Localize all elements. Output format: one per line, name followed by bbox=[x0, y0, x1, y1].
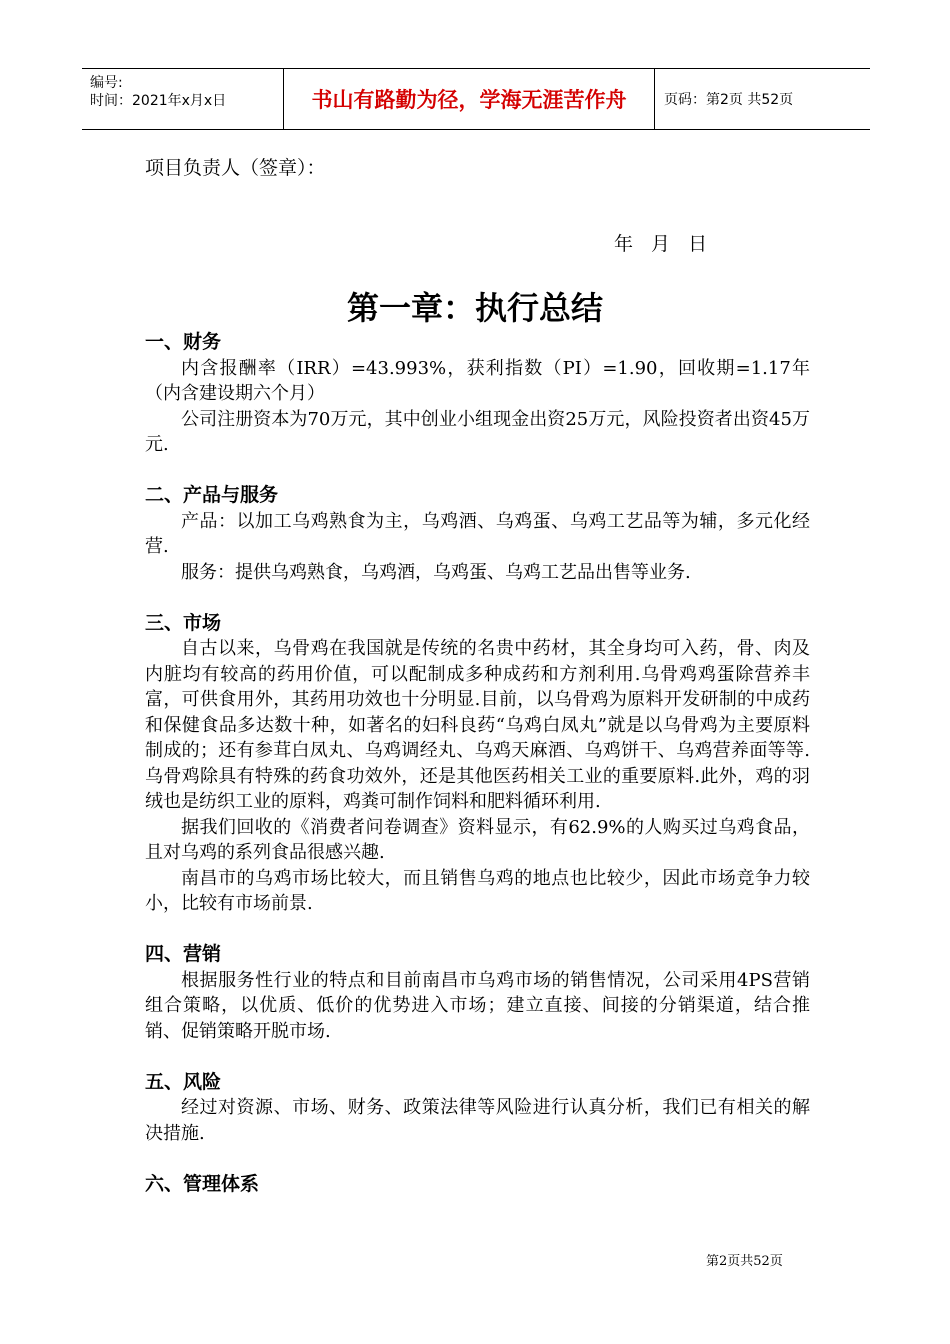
paragraph: 公司注册资本为70万元，其中创业小组现金出资25万元，风险投资者出资45万元. bbox=[145, 408, 810, 455]
header-meta bbox=[90, 69, 282, 129]
page-footer: 第2页共52页 bbox=[706, 1254, 783, 1269]
paragraph: 据我们回收的《消费者问卷调查》资料显示，有62.9%的人购买过乌鸡食品，且对乌鸡的系列食品很感兴趣. bbox=[145, 816, 810, 863]
signature-line: 项目负责人（签章）： bbox=[145, 157, 326, 179]
chapter-title: 第一章：执行总结 bbox=[346, 289, 603, 327]
section-title: 一、财务 bbox=[145, 331, 222, 353]
time-label: 时间：2021年x月x日 bbox=[90, 93, 227, 109]
paragraph: 经过对资源、市场、财务、政策法律等风险进行认真分析，我们已有相关的解决措施. bbox=[145, 1097, 810, 1144]
paragraph: 产品：以加工乌鸡熟食为主，乌鸡酒、乌鸡蛋、乌鸡工艺品等为辅，多元化经营. bbox=[145, 510, 810, 557]
paragraph: 自古以来，乌骨鸡在我国就是传统的名贵中药材，其全身均可入药，骨、肉及内脏均有较高的药用价值，可以配制成多种成药和方剂利用.乌骨鸡鸡蛋除营养丰富，可供食用外，其药用功效也十分明显.目前，以乌骨鸡为原料开发研制的中成药和保健食品多达数十种，如著名的妇科良药“乌鸡白凤丸”就是以乌骨鸡为主要原料制成的；还有参茸白凤丸、乌鸡调经丸、乌鸡天麻酒、乌鸡饼干、乌鸡营养面等等.乌骨鸡除具有特殊的药食功效外，还是其他医药相关工业的重要原料.此外，鸡的羽绒也是纺织工业的原料，鸡粪可制作饲料和肥料循环利用. bbox=[145, 638, 810, 812]
paragraph: 南昌市的乌鸡市场比较大，而且销售乌鸡的地点也比较少，因此市场竞争力较小，比较有市场前景. bbox=[145, 867, 810, 914]
section-title: 五、风险 bbox=[145, 1070, 222, 1093]
document-body bbox=[145, 330, 810, 1197]
number-label: 编号: bbox=[90, 75, 123, 91]
date-line: 年 月 日 bbox=[614, 233, 708, 255]
section-title: 六、管理体系 bbox=[145, 1172, 260, 1195]
paragraph: 服务：提供乌鸡熟食，乌鸡酒，乌鸡蛋、乌鸡工艺品出售等业务. bbox=[181, 561, 691, 583]
section-title: 二、产品与服务 bbox=[145, 484, 279, 506]
paragraph: 根据服务性行业的特点和目前南昌市乌鸡市场的销售情况，公司采用4PS营销组合策略，以优质、低价的优势进入市场；建立直接、间接的分销渠道，结合推销、促销策略开脱市场. bbox=[145, 969, 810, 1042]
header-page-info: 页码：第2页 共52页 bbox=[664, 92, 794, 108]
paragraph: 内含报酬率（IRR）=43.993%，获利指数（PI）=1.90，回收期=1.17年（内含建设期六个月） bbox=[145, 357, 810, 404]
section-title: 三、市场 bbox=[145, 611, 222, 634]
page-header bbox=[82, 68, 870, 130]
header-motto: 书山有路勤为径，学海无涯苦作舟 bbox=[283, 69, 655, 129]
section-title: 四、营销 bbox=[145, 943, 222, 965]
